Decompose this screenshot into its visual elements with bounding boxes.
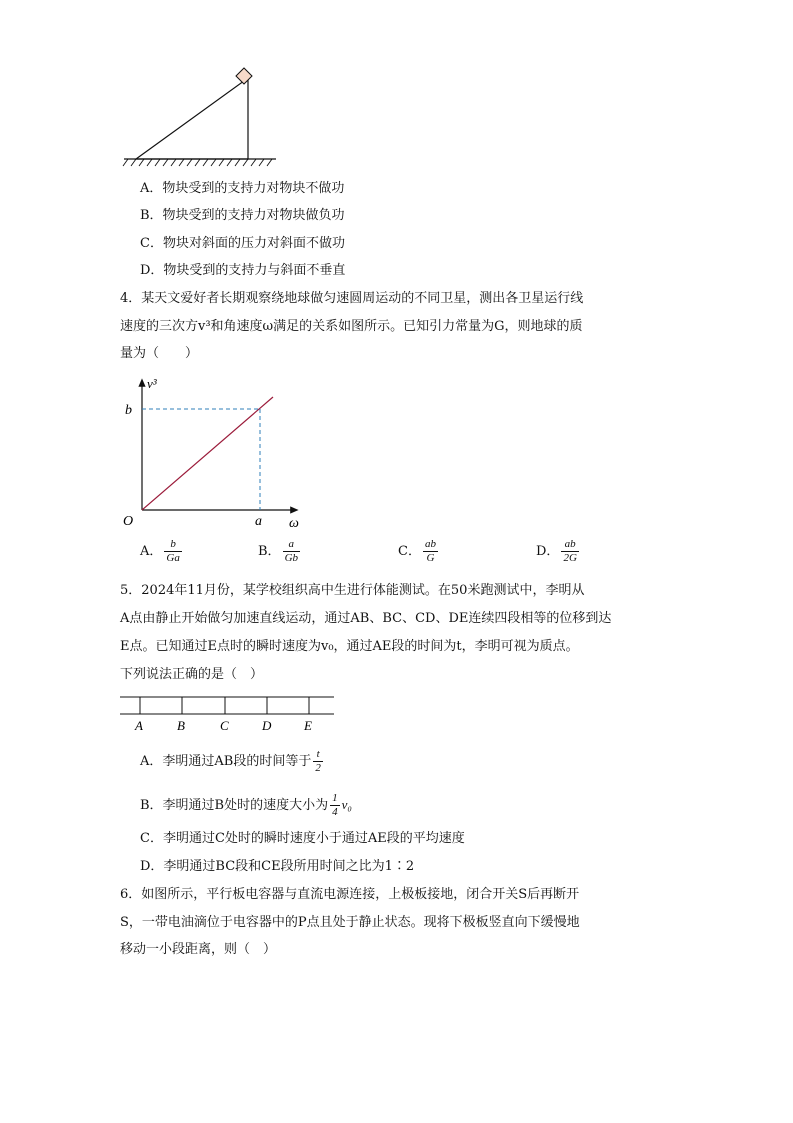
graph-b-label: b (125, 403, 132, 418)
track-label-a: A (135, 718, 143, 733)
q4-option-d-num: ab (561, 538, 578, 552)
q4-stem-line1: 4．某天文爱好者长期观察绕地球做匀速圆周运动的不同卫星，测出各卫星运行线 (120, 291, 584, 306)
q5-option-c: C．李明通过C处时的瞬时速度小于通过AE段的平均速度 (140, 831, 465, 846)
q5-stem-line3: E点。已知通过E点时的瞬时速度为v₀，通过AE段的时间为t，李明可视为质点。 (120, 639, 579, 654)
q4-option-a (140, 538, 184, 565)
track-label-c: C (220, 718, 229, 733)
q5-stem-line2: A点由静止开始做匀加速直线运动，通过AB、BC、CD、DE连续四段相等的位移到达 (120, 611, 612, 626)
q4-option-a-num: b (164, 538, 181, 552)
graph-origin-label: O (123, 514, 134, 529)
track-label-e: E (304, 718, 312, 733)
q6-stem-line1: 6．如图所示，平行板电容器与直流电源连接，上极板接地，闭合开关S后再断开 (120, 887, 580, 902)
q4-stem-line2: 速度的三次方v³和角速度ω满足的关系如图所示。已知引力常量为G，则地球的质 (120, 319, 583, 334)
q4-option-b-letter: B． (258, 544, 281, 559)
q4-option-a-letter: A． (140, 544, 163, 559)
track-label-d: D (262, 718, 272, 733)
q4-graph (115, 372, 315, 532)
graph-x-label: ω (289, 516, 299, 531)
incline-figure (120, 62, 280, 172)
q5-option-a-num: t (313, 748, 323, 762)
block-shape (236, 68, 252, 84)
q5-option-a-den: 2 (315, 762, 321, 774)
q5-option-b (140, 792, 352, 819)
q5-option-b-den: 4 (332, 806, 338, 818)
graph-y-label: v³ (147, 376, 157, 391)
q4-option-c-num: ab (424, 538, 436, 550)
q3-option-b: B．物块受到的支持力对物块做负功 (140, 208, 345, 223)
q4-option-c (398, 538, 440, 565)
q4-option-d-letter: D． (536, 544, 560, 559)
q5-stem-line4: 下列说法正确的是（ ） (120, 667, 264, 682)
q4-option-c-den: G (426, 552, 435, 564)
q4-option-a-den: Ga (166, 552, 180, 564)
q4-option-b-den: Gb (284, 552, 299, 564)
q5-option-d: D．李明通过BC段和CE段所用时间之比为1∶2 (140, 859, 415, 874)
q4-stem-line3: 量为（ ） (120, 346, 199, 361)
q4-option-d (536, 538, 581, 565)
q5-option-b-v0: v₀ (341, 797, 352, 812)
q5-stem-line1: 5．2024年11月份，某学校组织高中生进行体能测试。在50米跑测试中，李明从 (120, 583, 585, 598)
q5-option-a (140, 748, 325, 775)
q3-option-d: D．物块受到的支持力与斜面不垂直 (140, 263, 346, 278)
q4-option-d-den: 2G (563, 552, 577, 564)
q4-option-b-num: a (283, 538, 300, 552)
q3-option-c: C．物块对斜面的压力对斜面不做功 (140, 236, 345, 251)
q5-option-b-num: 1 (332, 792, 338, 804)
track-label-b: B (177, 718, 185, 733)
q5-track-figure (118, 694, 338, 736)
q5-option-b-text: B．李明通过B处时的速度大小为 (140, 798, 329, 813)
q6-stem-line3: 移动一小段距离，则（ ） (120, 942, 277, 957)
q3-option-a: A．物块受到的支持力对物块不做功 (140, 181, 345, 196)
q6-stem-line2: S，一带电油滴位于电容器中的P点且处于静止状态。现将下极板竖直向下缓慢地 (120, 915, 580, 930)
q4-option-c-letter: C． (398, 544, 421, 559)
graph-a-label: a (255, 514, 262, 529)
q5-option-a-text: A．李明通过AB段的时间等于 (140, 754, 312, 769)
q4-option-b (258, 538, 302, 565)
